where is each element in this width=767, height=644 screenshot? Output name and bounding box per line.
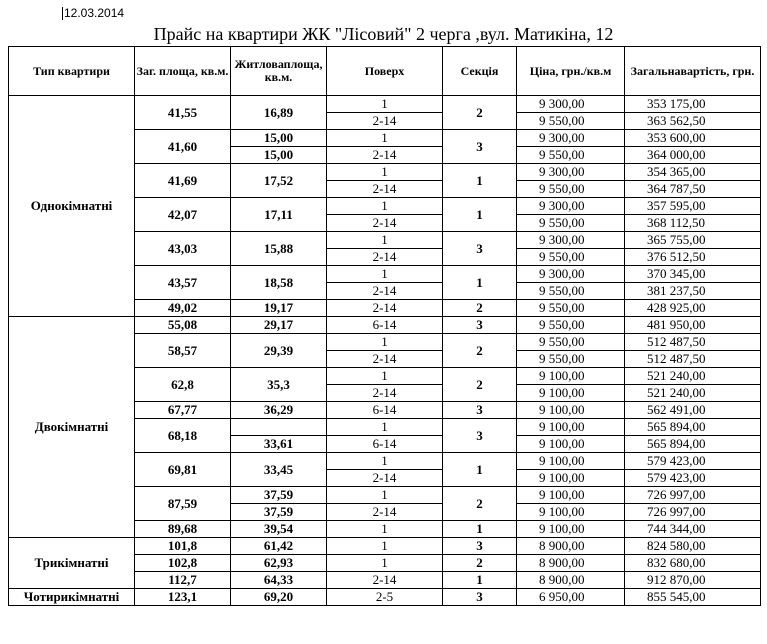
living-area-cell: 17,52 [231, 164, 327, 198]
floor-cell: 6-14 [327, 402, 443, 419]
section-cell: 2 [443, 96, 517, 130]
total-price-cell: 357 595,00 [625, 198, 761, 215]
floor-cell: 2-14 [327, 147, 443, 164]
total-area-cell: 41,60 [135, 130, 231, 164]
section-cell: 1 [443, 164, 517, 198]
total-area-cell: 43,57 [135, 266, 231, 300]
section-cell: 2 [443, 300, 517, 317]
living-area-cell: 37,59 [231, 487, 327, 504]
total-price-cell: 428 925,00 [625, 300, 761, 317]
living-area-cell: 29,17 [231, 317, 327, 334]
total-area-cell: 41,69 [135, 164, 231, 198]
price-date: 12.03.2014 [64, 6, 125, 20]
total-area-cell: 62,8 [135, 368, 231, 402]
living-area-cell: 17,11 [231, 198, 327, 232]
price-per-sqm-cell: 9 100,00 [517, 368, 625, 385]
price-per-sqm-cell: 9 300,00 [517, 232, 625, 249]
living-area-cell: 37,59 [231, 504, 327, 521]
table-row [9, 96, 761, 113]
price-per-sqm-cell: 8 900,00 [517, 555, 625, 572]
floor-cell: 1 [327, 538, 443, 555]
header-cell: Тип квартири [9, 47, 135, 96]
total-area-cell: 123,1 [135, 589, 231, 606]
living-area-cell: 18,58 [231, 266, 327, 300]
apartment-type-cell: Чотирикімнатні [9, 589, 135, 606]
section-cell: 3 [443, 589, 517, 606]
price-per-sqm-cell: 9 550,00 [517, 181, 625, 198]
floor-cell: 1 [327, 368, 443, 385]
price-per-sqm-cell: 9 300,00 [517, 198, 625, 215]
section-cell: 2 [443, 334, 517, 368]
total-area-cell: 49,02 [135, 300, 231, 317]
section-cell: 1 [443, 198, 517, 232]
floor-cell: 2-14 [327, 572, 443, 589]
price-per-sqm-cell: 9 100,00 [517, 419, 625, 436]
price-per-sqm-cell: 8 900,00 [517, 538, 625, 555]
apartment-type-cell: Двокімнатні [9, 317, 135, 538]
price-per-sqm-cell: 9 550,00 [517, 249, 625, 266]
total-area-cell: 87,59 [135, 487, 231, 521]
section-cell: 2 [443, 368, 517, 402]
living-area-cell: 33,45 [231, 453, 327, 487]
floor-cell: 2-5 [327, 589, 443, 606]
total-area-cell: 89,68 [135, 521, 231, 538]
total-price-cell: 565 894,00 [625, 419, 761, 436]
total-price-cell: 363 562,50 [625, 113, 761, 130]
living-area-cell: 69,20 [231, 589, 327, 606]
floor-cell: 6-14 [327, 317, 443, 334]
price-per-sqm-cell: 9 100,00 [517, 470, 625, 487]
floor-cell: 1 [327, 419, 443, 436]
header-cell: Секція [443, 47, 517, 96]
living-area-cell: 39,54 [231, 521, 327, 538]
living-area-cell: 15,88 [231, 232, 327, 266]
floor-cell: 2-14 [327, 504, 443, 521]
floor-cell: 2-14 [327, 300, 443, 317]
living-area-cell: 61,42 [231, 538, 327, 555]
apartment-type-cell: Однокімнатні [9, 96, 135, 317]
total-price-cell: 376 512,50 [625, 249, 761, 266]
header-cell: Заг. площа, кв.м. [135, 47, 231, 96]
table-row [9, 317, 761, 334]
section-cell: 3 [443, 232, 517, 266]
floor-cell: 1 [327, 198, 443, 215]
total-price-cell: 579 423,00 [625, 453, 761, 470]
floor-cell: 2-14 [327, 181, 443, 198]
price-per-sqm-cell: 6 950,00 [517, 589, 625, 606]
total-price-cell: 353 600,00 [625, 130, 761, 147]
floor-cell: 1 [327, 164, 443, 181]
living-area-cell: 33,61 [231, 436, 327, 453]
floor-cell: 1 [327, 96, 443, 113]
section-cell: 2 [443, 555, 517, 572]
floor-cell: 1 [327, 334, 443, 351]
price-per-sqm-cell: 9 550,00 [517, 317, 625, 334]
price-per-sqm-cell: 9 300,00 [517, 130, 625, 147]
floor-cell: 1 [327, 487, 443, 504]
section-cell: 3 [443, 538, 517, 555]
living-area-cell: 64,33 [231, 572, 327, 589]
section-cell: 3 [443, 419, 517, 453]
section-cell: 1 [443, 521, 517, 538]
living-area-cell: 16,89 [231, 96, 327, 130]
floor-cell: 2-14 [327, 283, 443, 300]
floor-cell: 2-14 [327, 215, 443, 232]
section-cell: 1 [443, 572, 517, 589]
living-area-cell: 29,39 [231, 334, 327, 368]
section-cell: 3 [443, 402, 517, 419]
price-per-sqm-cell: 9 100,00 [517, 453, 625, 470]
floor-cell: 1 [327, 555, 443, 572]
price-per-sqm-cell: 9 550,00 [517, 147, 625, 164]
total-price-cell: 824 580,00 [625, 538, 761, 555]
price-per-sqm-cell: 9 550,00 [517, 283, 625, 300]
floor-cell: 2-14 [327, 249, 443, 266]
price-per-sqm-cell: 9 100,00 [517, 402, 625, 419]
total-price-cell: 364 000,00 [625, 147, 761, 164]
price-per-sqm-cell: 9 550,00 [517, 215, 625, 232]
total-area-cell: 69,81 [135, 453, 231, 487]
price-per-sqm-cell: 9 550,00 [517, 300, 625, 317]
total-price-cell: 512 487,50 [625, 334, 761, 351]
floor-cell: 2-14 [327, 351, 443, 368]
total-area-cell: 58,57 [135, 334, 231, 368]
total-area-cell: 112,7 [135, 572, 231, 589]
total-price-cell: 855 545,00 [625, 589, 761, 606]
floor-cell: 6-14 [327, 436, 443, 453]
total-price-cell: 726 997,00 [625, 504, 761, 521]
table-header-row [9, 47, 761, 96]
total-price-cell: 579 423,00 [625, 470, 761, 487]
total-price-cell: 912 870,00 [625, 572, 761, 589]
living-area-cell: 36,29 [231, 402, 327, 419]
total-area-cell: 67,77 [135, 402, 231, 419]
price-per-sqm-cell: 9 100,00 [517, 521, 625, 538]
total-price-cell: 565 894,00 [625, 436, 761, 453]
price-per-sqm-cell: 9 100,00 [517, 385, 625, 402]
section-cell: 1 [443, 453, 517, 487]
table-row [9, 538, 761, 555]
total-price-cell: 521 240,00 [625, 368, 761, 385]
section-cell: 3 [443, 130, 517, 164]
price-per-sqm-cell: 9 100,00 [517, 504, 625, 521]
floor-cell: 2-14 [327, 470, 443, 487]
price-per-sqm-cell: 9 550,00 [517, 351, 625, 368]
price-table [8, 46, 761, 606]
section-cell: 1 [443, 266, 517, 300]
living-area-cell: 15,00 [231, 147, 327, 164]
total-area-cell: 68,18 [135, 419, 231, 453]
total-price-cell: 512 487,50 [625, 351, 761, 368]
floor-cell: 1 [327, 130, 443, 147]
floor-cell: 1 [327, 232, 443, 249]
living-area-cell: 35,3 [231, 368, 327, 402]
total-price-cell: 381 237,50 [625, 283, 761, 300]
price-per-sqm-cell: 9 550,00 [517, 334, 625, 351]
total-area-cell: 42,07 [135, 198, 231, 232]
price-per-sqm-cell: 9 300,00 [517, 164, 625, 181]
total-area-cell: 102,8 [135, 555, 231, 572]
total-price-cell: 365 755,00 [625, 232, 761, 249]
living-area-cell: 62,93 [231, 555, 327, 572]
floor-cell: 1 [327, 266, 443, 283]
total-area-cell: 101,8 [135, 538, 231, 555]
header-cell: Житловаплоща, кв.м. [231, 47, 327, 96]
floor-cell: 1 [327, 453, 443, 470]
total-price-cell: 832 680,00 [625, 555, 761, 572]
floor-cell: 2-14 [327, 385, 443, 402]
price-per-sqm-cell: 9 100,00 [517, 487, 625, 504]
section-cell: 2 [443, 487, 517, 521]
living-area-cell [231, 419, 327, 436]
living-area-cell: 15,00 [231, 130, 327, 147]
total-price-cell: 726 997,00 [625, 487, 761, 504]
section-cell: 3 [443, 317, 517, 334]
price-per-sqm-cell: 9 550,00 [517, 113, 625, 130]
floor-cell: 2-14 [327, 113, 443, 130]
total-price-cell: 368 112,50 [625, 215, 761, 232]
page-title: Прайс на квартири ЖК "Лісовий" 2 черга ,вул. Матикіна, 12 [153, 24, 614, 44]
table-row [9, 589, 761, 606]
floor-cell: 1 [327, 521, 443, 538]
price-per-sqm-cell: 9 300,00 [517, 96, 625, 113]
total-area-cell: 41,55 [135, 96, 231, 130]
total-price-cell: 562 491,00 [625, 402, 761, 419]
total-price-cell: 744 344,00 [625, 521, 761, 538]
total-price-cell: 370 345,00 [625, 266, 761, 283]
total-area-cell: 43,03 [135, 232, 231, 266]
price-per-sqm-cell: 8 900,00 [517, 572, 625, 589]
total-area-cell: 55,08 [135, 317, 231, 334]
header-cell: Поверх [327, 47, 443, 96]
total-price-cell: 364 787,50 [625, 181, 761, 198]
table-body [9, 96, 761, 606]
total-price-cell: 521 240,00 [625, 385, 761, 402]
total-price-cell: 354 365,00 [625, 164, 761, 181]
header-cell: Ціна, грн./кв.м [517, 47, 625, 96]
price-per-sqm-cell: 9 100,00 [517, 436, 625, 453]
header-cell: Загальнавартість, грн. [625, 47, 761, 96]
price-per-sqm-cell: 9 300,00 [517, 266, 625, 283]
apartment-type-cell: Трикімнатні [9, 538, 135, 589]
total-price-cell: 353 175,00 [625, 96, 761, 113]
living-area-cell: 19,17 [231, 300, 327, 317]
total-price-cell: 481 950,00 [625, 317, 761, 334]
